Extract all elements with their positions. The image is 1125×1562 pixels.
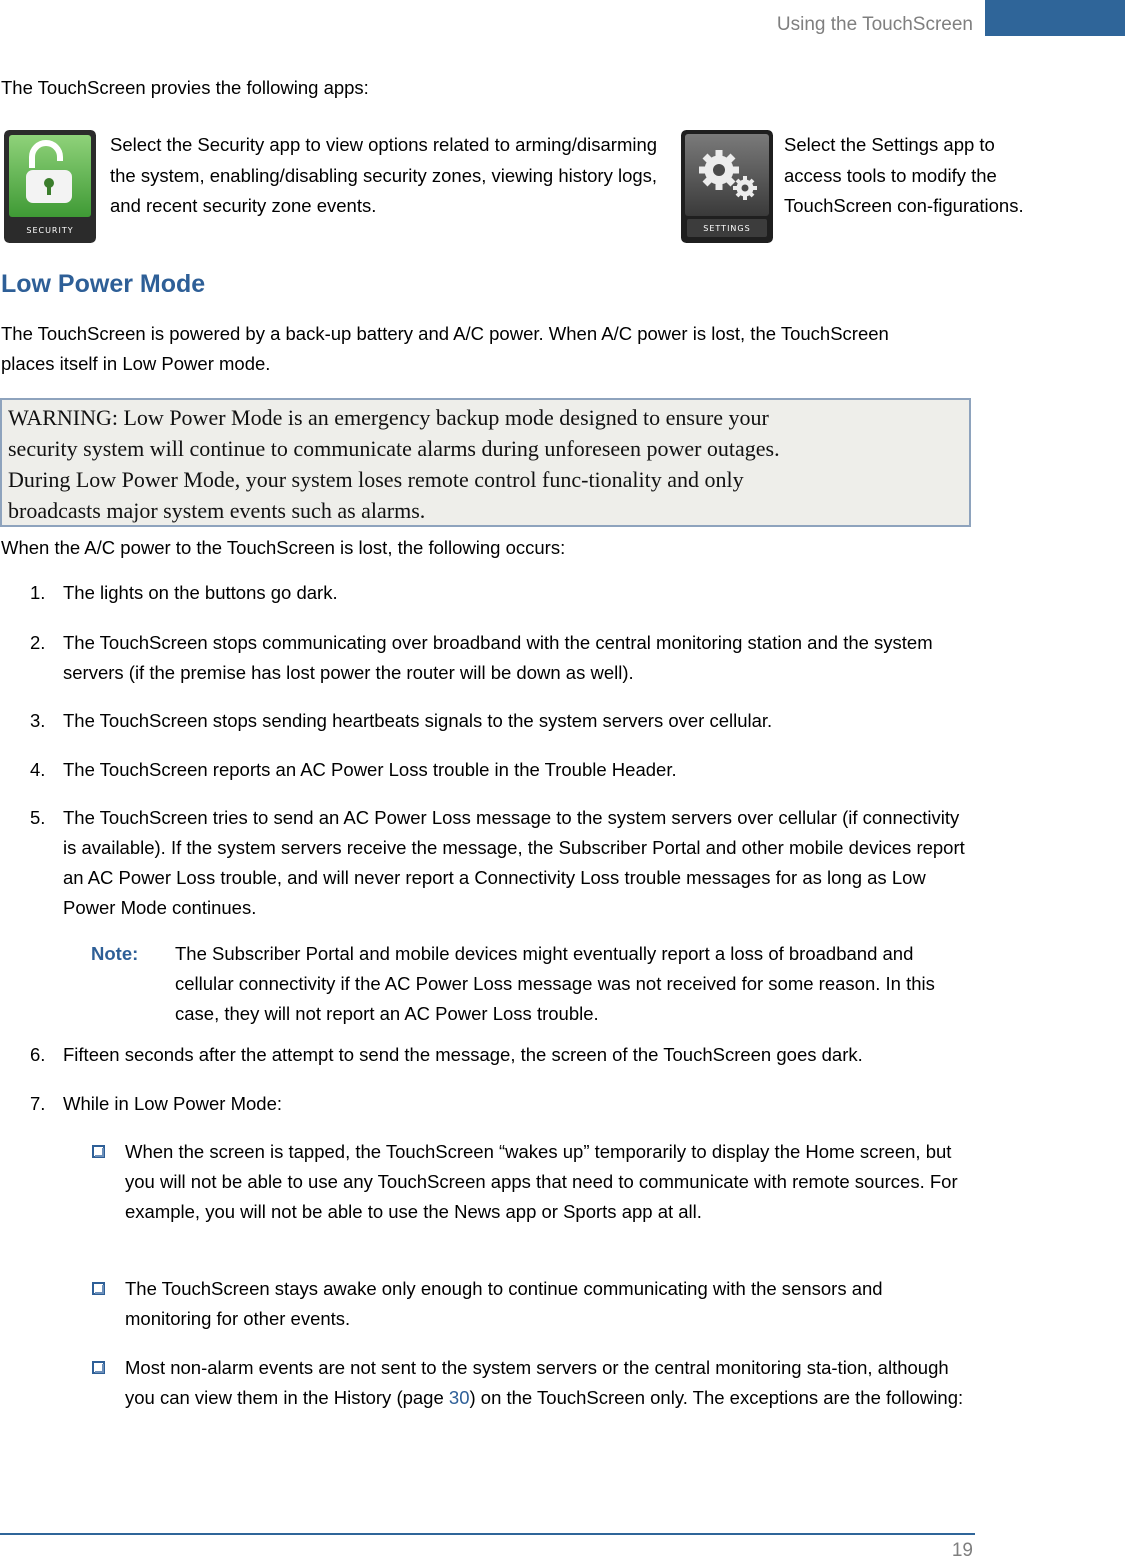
footer-rule — [0, 1533, 975, 1535]
checkbox-bullet-icon — [92, 1145, 105, 1158]
section-heading: Low Power Mode — [1, 270, 206, 298]
bullet-text: The TouchScreen stays awake only enough to continue communicating with the sensors and monitoring for other events. — [125, 1278, 883, 1329]
list-text: The TouchScreen stops sending heartbeats signals to the system servers over cellular. — [63, 710, 773, 731]
list-text: While in Low Power Mode: — [63, 1093, 283, 1114]
note-text: The Subscriber Portal and mobile devices might eventually report a loss of broadband and cellular connectivity if the AC Power Loss message was not received for some reason. In this case, they will not report an AC Power Loss trouble. — [175, 943, 935, 1024]
settings-icon-label: SETTINGS — [703, 224, 751, 233]
page-number: 19 — [951, 1540, 973, 1561]
checkbox-bullet-icon — [92, 1282, 105, 1295]
list-number: 2. — [30, 632, 46, 653]
header-accent-bar — [985, 0, 1125, 36]
list-text: The TouchScreen stops communicating over broadband with the central monitoring station and the system servers (if the premise has lost power the router will be down as well). — [63, 632, 933, 683]
settings-app-description: Select the Settings app to access tools to modify the TouchScreen con-figurations. — [784, 134, 1024, 216]
security-icon-label: SECURITY — [26, 226, 74, 235]
intro-text: The TouchScreen provies the following apps: — [1, 77, 369, 98]
bullet-text: When the screen is tapped, the TouchScreen “wakes up” temporarily to display the Home screen, but you will not be able to use any TouchScreen apps that need to communicate with remote sources. For example, you will not be able to use the News app or Sports app at all. — [125, 1141, 958, 1222]
security-app-icon — [4, 130, 96, 243]
bullet-text: Most non-alarm events are not sent to the system servers or the central monitoring sta-tion, although you can view them in the History (page 30) on the TouchScreen only. The exceptions are the following: — [125, 1357, 964, 1408]
list-number: 4. — [30, 759, 46, 780]
security-app-description: Select the Security app to view options related to arming/disarming the system, enabling/disabling security zones, viewing history logs, and recent security zone events. — [110, 134, 658, 216]
occurs-intro: When the A/C power to the TouchScreen is lost, the following occurs: — [1, 537, 566, 558]
history-page-link[interactable]: 30 — [448, 1387, 470, 1408]
warning-box — [0, 398, 971, 527]
list-number: 5. — [30, 807, 46, 828]
list-number: 6. — [30, 1044, 46, 1065]
list-number: 7. — [30, 1093, 46, 1114]
low-power-intro: The TouchScreen is powered by a back-up battery and A/C power. When A/C power is lost, the TouchScreen places itself in Low Power mode. — [1, 323, 889, 374]
list-number: 1. — [30, 582, 46, 603]
list-text: The lights on the buttons go dark. — [63, 582, 338, 603]
checkbox-bullet-icon — [92, 1361, 105, 1374]
note-label: Note: — [91, 943, 139, 964]
list-text: Fifteen seconds after the attempt to send the message, the screen of the TouchScreen goes dark. — [63, 1044, 863, 1065]
list-text: The TouchScreen tries to send an AC Power Loss message to the system servers over cellular (if connectivity is available). If the system servers receive the message, the Subscriber Portal and other mobile devices report an AC Power Loss trouble, and will never report a Connectivity Loss trouble messages for as long as Low Power Mode continues. — [63, 807, 965, 918]
warning-text: WARNING: Low Power Mode is an emergency backup mode designed to ensure your security system will continue to communicate alarms during unforeseen power outages. During Low Power Mode, your system loses remote control func-tionality and only broadcasts major system events such as alarms. — [8, 405, 780, 523]
running-header: Using the TouchScreen — [776, 14, 973, 35]
list-text: The TouchScreen reports an AC Power Loss trouble in the Trouble Header. — [63, 759, 677, 780]
list-number: 3. — [30, 710, 46, 731]
settings-app-icon — [681, 130, 773, 243]
